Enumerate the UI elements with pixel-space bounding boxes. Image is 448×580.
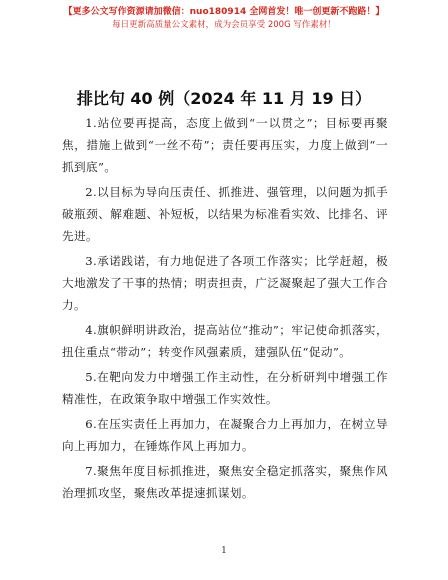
paragraph-6: 6.在压实责任上再加力，在凝聚合力上再加力，在树立导向上再加力，在锤炼作风上再加力。 xyxy=(62,417,388,453)
document-title: 排比句 40 例（2024 年 11 月 19 日） xyxy=(76,89,372,108)
promo-header-line-1: 【更多公文写作资源请加微信：nuo180914 全网首发！唯一创更新不跑路！】 xyxy=(63,7,385,17)
promo-header xyxy=(0,6,448,32)
page-number: 1 xyxy=(221,546,227,556)
paragraph-1: 1.站位要再提高，态度上做到“一以贯之”；目标要再聚焦，措施上做到“一丝不苟”；责任要再压实，力度上做到“一抓到底”。 xyxy=(62,116,388,174)
promo-header-line-2: 每日更新高质量公文素材，成为会员享受 200G 写作素材！ xyxy=(112,20,336,30)
paragraph-5: 5.在靶向发力中增强工作主动性，在分析研判中增强工作精准性，在政策争取中增强工作实效性。 xyxy=(62,370,388,406)
paragraph-7: 7.聚焦年度目标抓推进，聚焦安全稳定抓落实，聚焦作风治理抓攻坚，聚焦改革提速抓谋划。 xyxy=(62,464,388,500)
paragraph-2: 2.以目标为导向压责任、抓推进、强管理，以问题为抓手破瓶颈、解难题、补短板，以结果为标准看实效、比排名、评先进。 xyxy=(62,185,388,243)
paragraph-3: 3.承诺践诺，有力地促进了各项工作落实；比学赶超，极大地激发了干事的热情；明责担责，广泛凝聚起了强大工作合力。 xyxy=(62,254,388,312)
paragraph-4: 4.旗帜鲜明讲政治，提高站位“推动”；牢记使命抓落实，扭住重点“带动”；转变作风强素质，建强队伍“促动”。 xyxy=(62,323,388,359)
document-body xyxy=(62,112,388,507)
